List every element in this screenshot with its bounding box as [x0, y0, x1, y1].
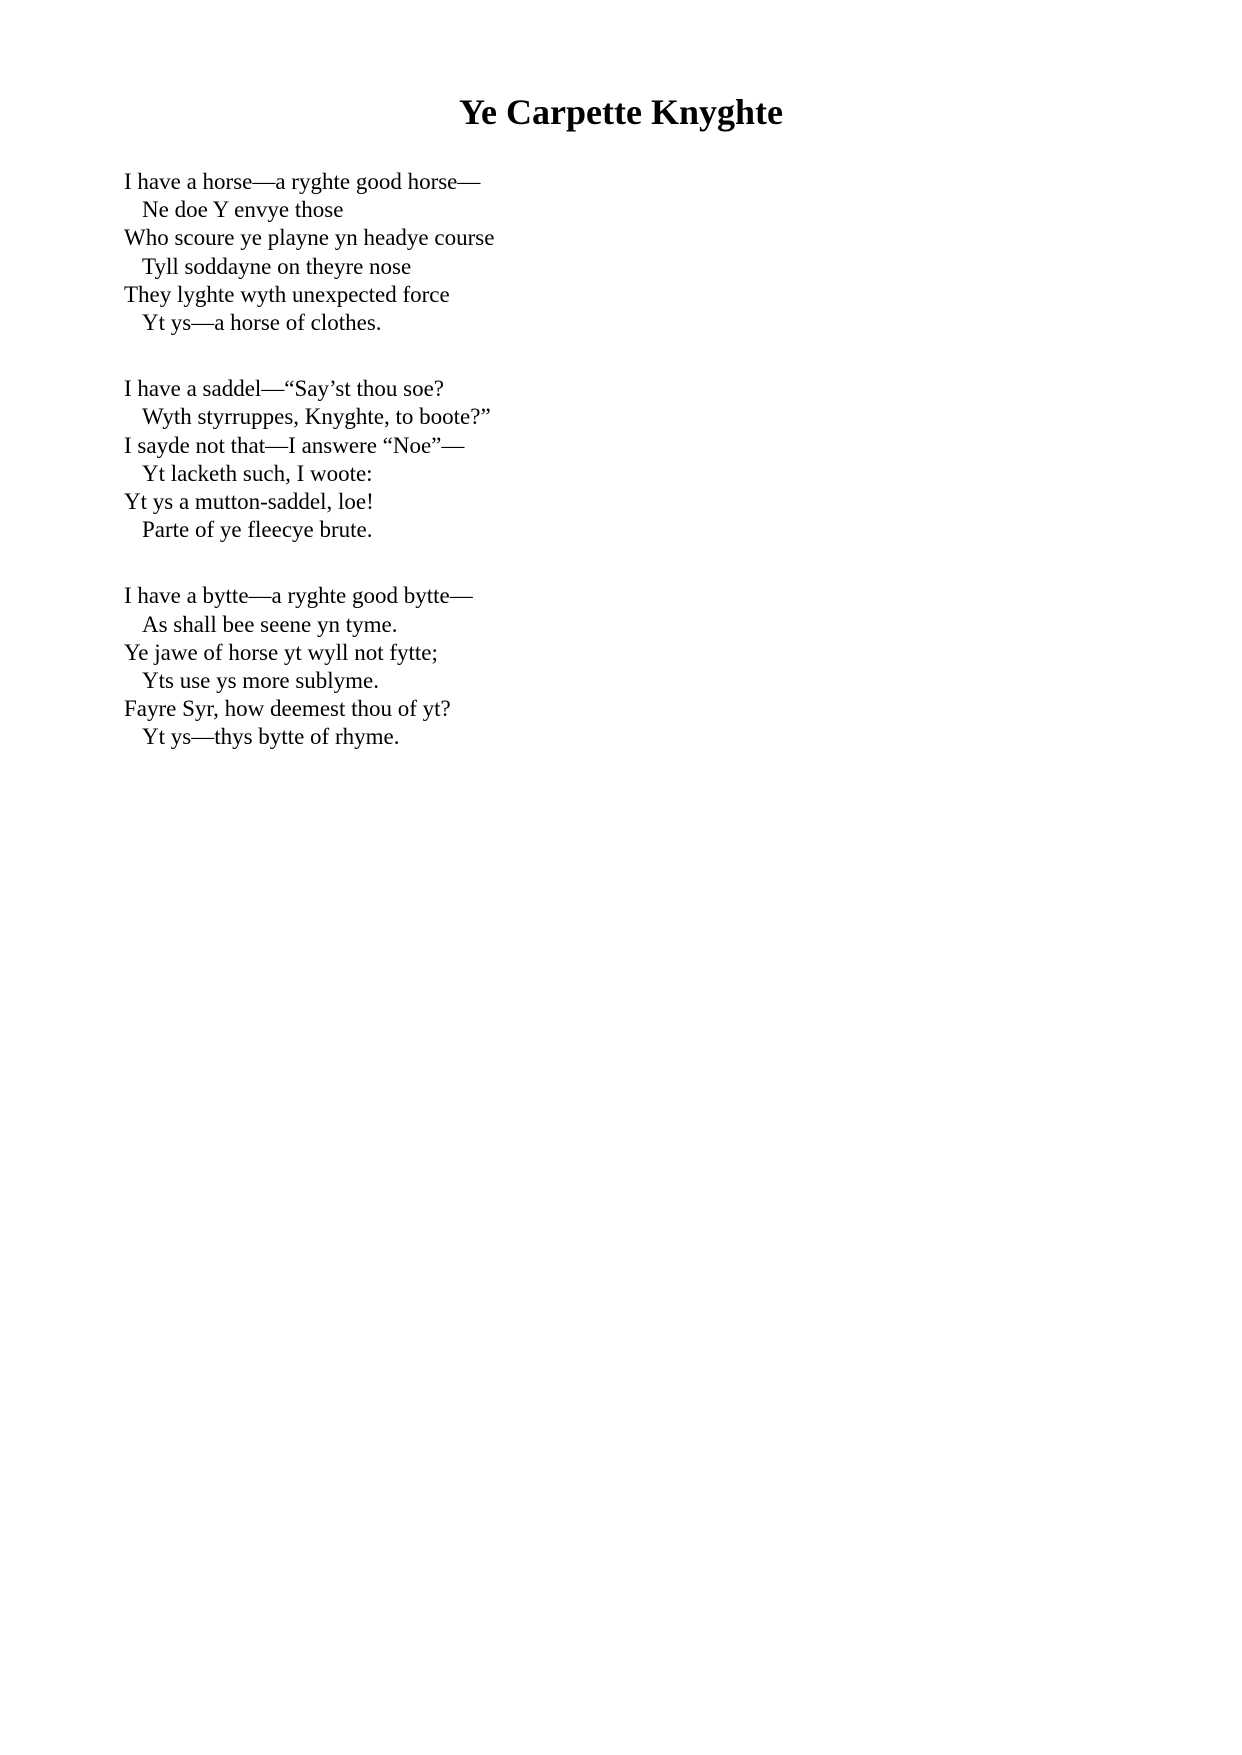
poem-line: Yts use ys more sublyme. — [142, 668, 380, 694]
poem-line: Tyll soddayne on theyre nose — [142, 253, 412, 279]
poem-line: Parte of ye fleecye brute. — [142, 517, 373, 543]
poem-line: I have a horse—a ryghte good horse— — [124, 169, 481, 194]
poem-line: I have a saddel—“Say’st thou soe? — [124, 376, 444, 402]
stanza-3 — [124, 582, 1024, 751]
poem-line: Who scoure ye playne yn headye course — [124, 225, 495, 251]
poem-line: Yt ys—thys bytte of rhyme. — [142, 724, 400, 750]
poem-line: As shall bee seene yn tyme. — [142, 611, 398, 637]
poem-line: Ye jawe of horse yt wyll not fytte; — [124, 639, 438, 665]
poem-line: I have a bytte—a ryghte good bytte— — [124, 583, 473, 609]
poem-line: Yt ys—a horse of clothes. — [142, 310, 382, 336]
stanza-2 — [124, 375, 1024, 544]
poem-line: Ne doe Y envye those — [142, 197, 344, 223]
poem-line: They lyghte wyth unexpected force — [124, 281, 450, 307]
poem-line: Yt ys a mutton-saddel, loe! — [124, 489, 374, 515]
poem-body — [124, 168, 1024, 790]
stanza-1 — [124, 168, 1024, 337]
poem-line: Yt lacketh such, I woote: — [142, 460, 373, 486]
poem-line: I sayde not that—I answere “Noe”— — [124, 432, 465, 458]
poem-title: Ye Carpette Knyghte — [459, 92, 783, 132]
poem-line: Fayre Syr, how deemest thou of yt? — [124, 696, 451, 722]
poem-line: Wyth styrruppes, Knyghte, to boote?” — [142, 404, 491, 430]
